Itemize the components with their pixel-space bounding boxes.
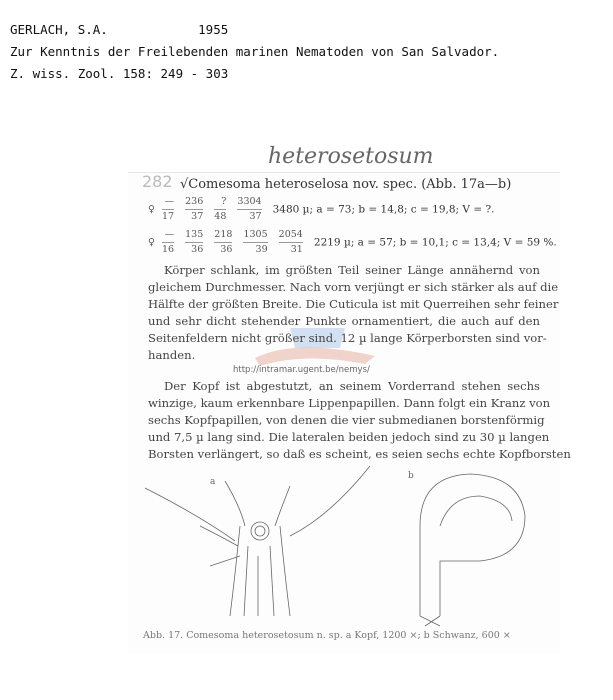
measurement-row-2: ♀ $\frac{—}{16}$ $\frac{135}{36}$ $\frac{218}{36}$ $\frac{1305}{39}$ $\frac{2054}{31} 2219$ µ; a = 57; b = 10,1; c = 13,4; V = 59 %. [148, 229, 557, 255]
handwritten-number: 282 [142, 172, 173, 191]
paragraph-body: Körper schlank, im größten Teil seiner Länge annähernd von gleichem Durchmesser. Nach vorn verjüngt er sich stärker als auf die Hälfte der größten Breite. Die Cuticula ist mit Querreihen sehr feiner und sehr dicht stehender Punkte ornamentiert, die auch auf den Seitenfeldern nicht größer sind. 12 µ lange Körperborsten sind vor- handen. [148, 263, 559, 363]
handwritten-species-name: heterosetosum [268, 144, 434, 169]
year: 1955 [198, 22, 229, 37]
figure-a-head-drawing [145, 466, 370, 616]
citation-title: Zur Kenntnis der Freilebenden marinen Nematoden von San Salvador. [10, 44, 500, 59]
paragraph-head: Der Kopf ist abgestutzt, an seinem Vorderrand stehen sechs winzige, kaum erkennbare Lippenpapillen. Dann folgt ein Kranz von sechs Kopfpapillen, von denen die vier submedianen borstenförmig und 7,5 µ lang sind. Die lateralen beiden jedoch sind zu 30 µ langen Borsten verlängert, so daß es scheint, es seien sechs echte Kopfborsten [148, 379, 571, 462]
figure-label-a: a [210, 477, 216, 487]
author: GERLACH, S.A. [10, 22, 108, 37]
measurement-row-1: ♀ $\frac{—}{17}$ $\frac{236}{37}$ $\frac{?}{48}$ $\frac{3304}{37} 3480$ µ; a = 73; b = 14,8; c = 19,8; V = ?. [148, 196, 495, 222]
citation-author [10, 22, 228, 37]
watermark-url: http://intramar.ugent.be/nemys/ [233, 365, 370, 375]
figure-b-tail-drawing [420, 474, 525, 626]
figure-caption: Abb. 17. Comesoma heterosetosum n. sp. a Kopf, 1200 ×; b Schwanz, 600 × [143, 630, 511, 641]
figure-drawings [140, 466, 560, 628]
species-heading: √Comesoma heteroselosa nov. spec. (Abb. 17a—b) [180, 177, 512, 192]
citation-journal: Z. wiss. Zool. 158: 249 - 303 [10, 66, 229, 81]
figure-label-b: b [408, 471, 414, 481]
